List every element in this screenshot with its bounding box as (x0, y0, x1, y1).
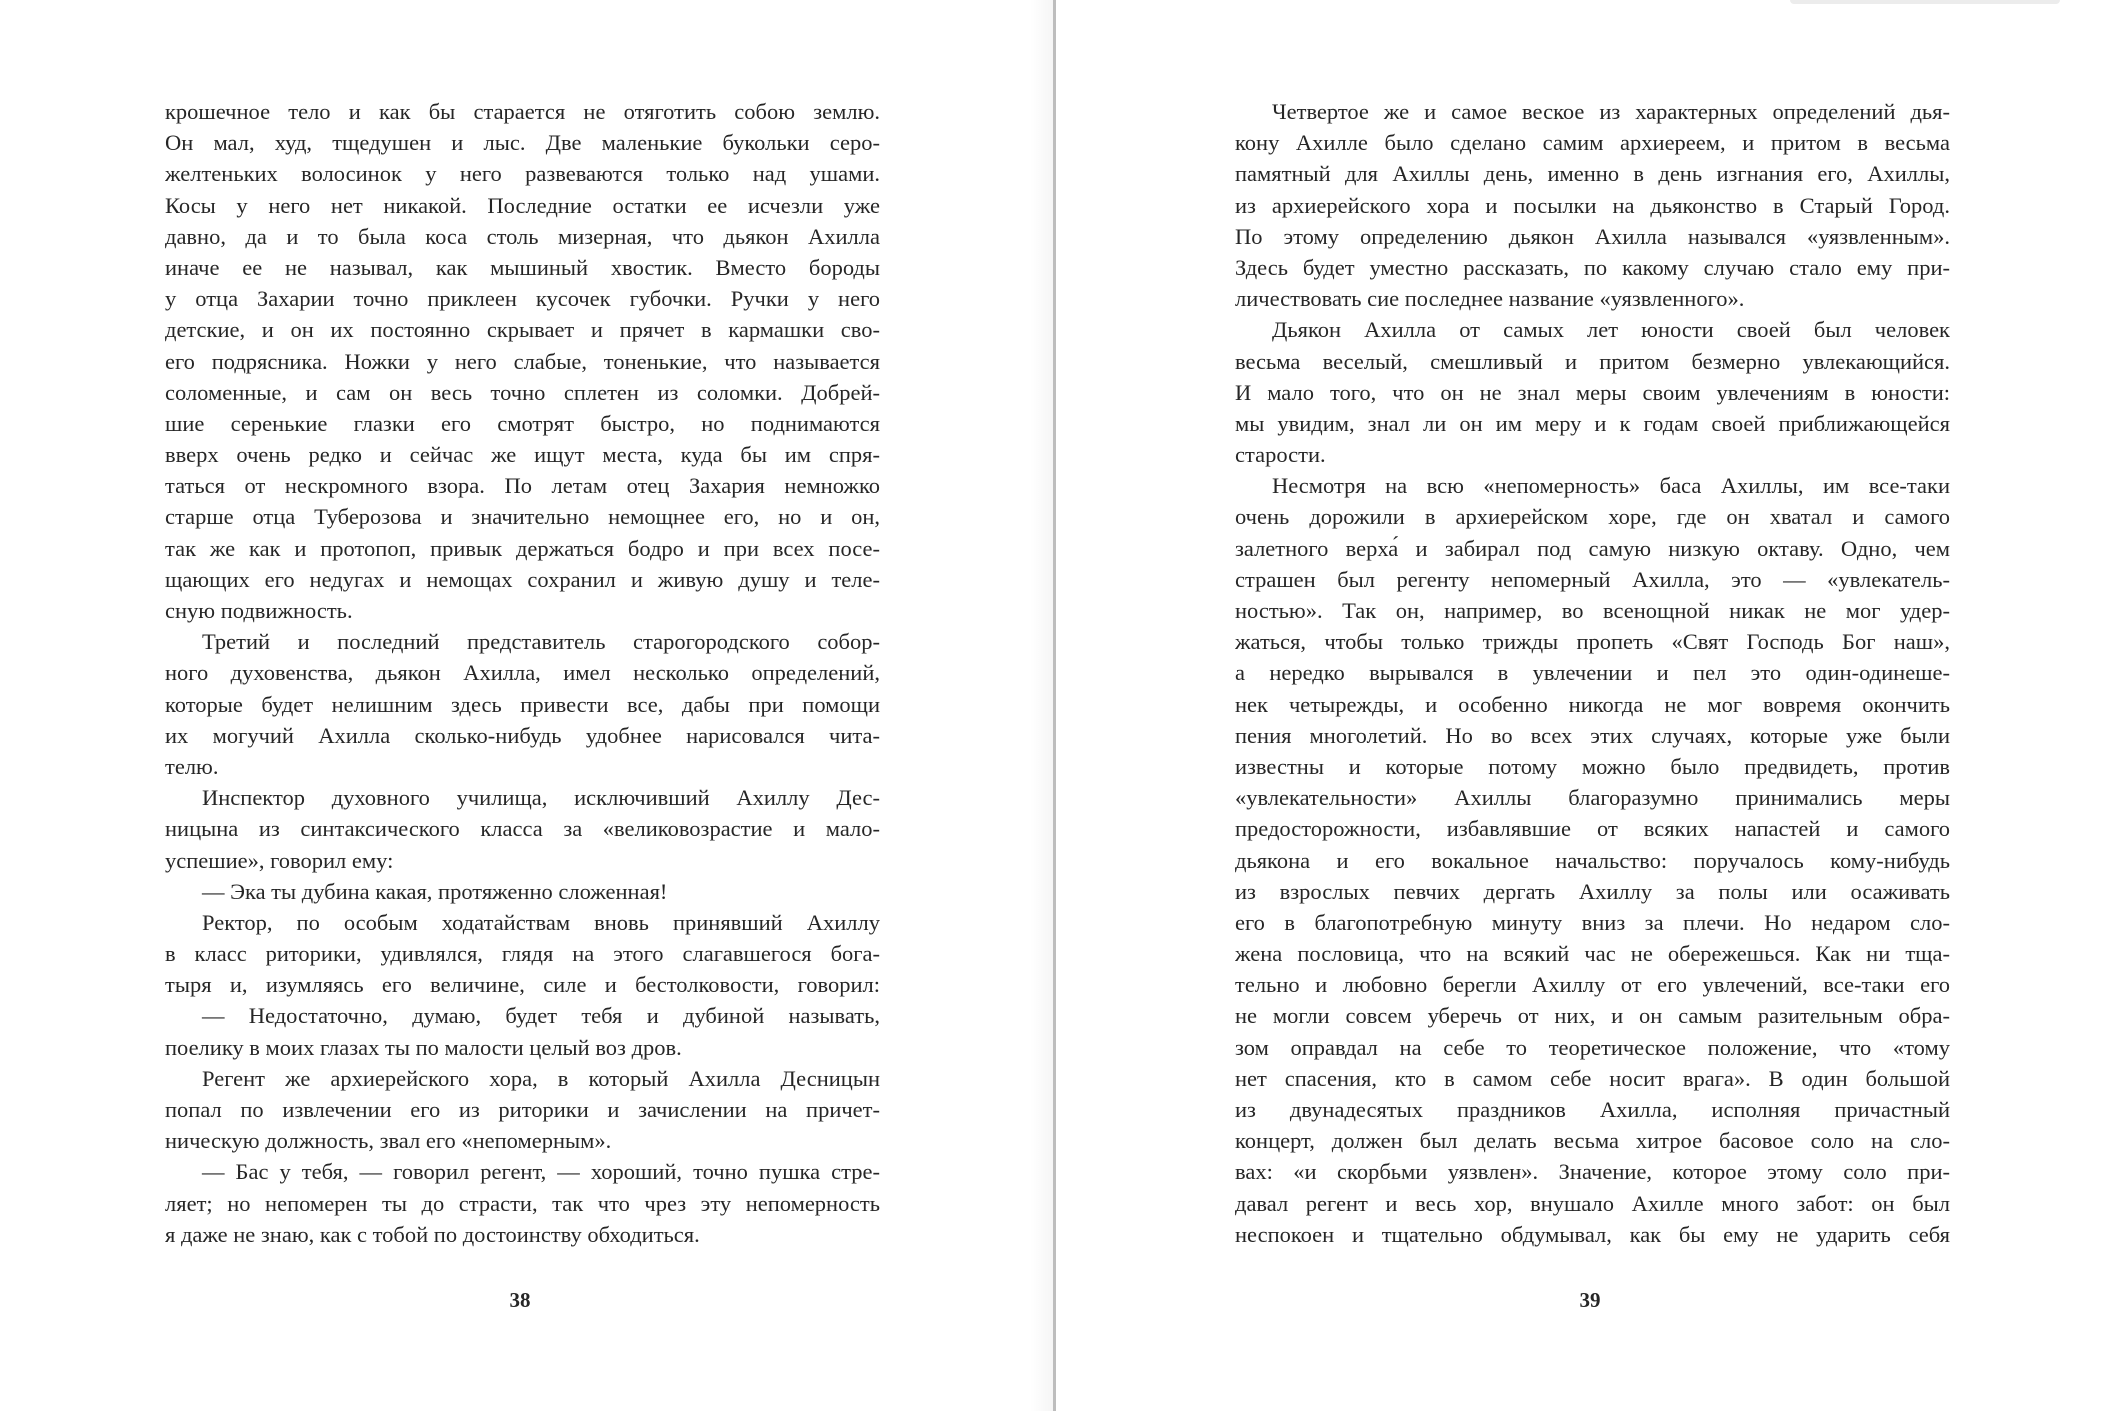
text-line: зом оправдал на себе то теоретическое положение, что «тому (1235, 1034, 1950, 1060)
text-line: из архиерейского хора и посылки на дьяконство в Старый Город. (1235, 192, 1950, 218)
text-line: страшен был регенту непомерный Ахилла, это — «увлекатель- (1235, 566, 1950, 592)
right-page-number: 39 (1579, 1288, 1601, 1312)
gutter-shadow (1030, 0, 1053, 1411)
left-page-number: 38 (509, 1288, 531, 1312)
text-line: кону Ахилле было сделано самим архиереем, и притом в весьма (1235, 130, 1950, 156)
text-line: очень дорожили в архиерейском хоре, где он хватал и самого (1235, 504, 1950, 530)
text-line: — Недостаточно, думаю, будет тебя и дубиной называть, (202, 1003, 880, 1029)
right-page-text (1235, 96, 1950, 1250)
text-line: которые будет нелишним здесь привести все, дабы при помощи (165, 691, 880, 717)
text-line: старше отца Туберозова и значительно немощнее его, но и он, (165, 504, 880, 530)
text-line: так же как и протопоп, привык держаться бодро и при всех посе- (165, 535, 880, 561)
text-line: дьякона и его вокальное начальство: поручалось кому-нибудь (1235, 847, 1950, 873)
text-line: предосторожности, избавлявшие от всяких напастей и самого (1235, 816, 1950, 842)
text-line: их могучий Ахилла сколько-нибудь удобнее нарисовался чита- (165, 722, 880, 748)
text-line: жена пословица, что на всякий час не обережешься. Как ни тща- (1235, 941, 1950, 967)
text-line: ническую должность, звал его «непомерным». (165, 1128, 612, 1154)
book-gutter (1053, 0, 1056, 1411)
text-line: вверх очень редко и сейчас же ищут места, куда бы им спря- (165, 442, 880, 468)
text-line: Инспектор духовного училища, исключивший Ахиллу Дес- (202, 785, 880, 811)
text-line: памятный для Ахиллы день, именно в день изгнания его, Ахиллы, (1235, 161, 1950, 187)
text-line: пения многолетий. Но во всех этих случаях, которые уже были (1235, 722, 1950, 748)
text-line: Регент же архиерейского хора, в который Ахилла Десницын (202, 1065, 880, 1091)
text-line: ностью». Так он, например, во всенощной никак не мог удер- (1235, 598, 1950, 623)
left-page-text (165, 96, 880, 1250)
text-line: иначе ее не называл, как мышиный хвостик. Вместо бороды (165, 254, 880, 280)
text-line: Третий и последний представитель старогородского собор- (202, 629, 880, 655)
text-line: давно, да и то была коса столь мизерная, что дьякон Ахилла (165, 223, 880, 249)
text-line: ного духовенства, дьякон Ахилла, имел несколько определений, (165, 660, 880, 686)
text-line: из двунадесятых праздников Ахилла, исполняя причастный (1235, 1097, 1950, 1122)
text-line: успешие», говорил ему: (165, 847, 394, 873)
text-line: в класс риторики, удивлялся, глядя на этого слагавшегося бога- (165, 941, 880, 967)
text-line: ницына из синтаксического класса за «великовозрастие и мало- (165, 816, 880, 842)
text-line: из взрослых певчих дергать Ахиллу за полы или осаживать (1235, 878, 1950, 904)
text-line: жаться, чтобы только трижды пропеть «Свят Господь Бог наш», (1235, 629, 1950, 655)
text-line: концерт, должен был делать весьма хитрое басовое соло на сло- (1235, 1128, 1950, 1154)
text-line: — Эка ты дубина какая, протяженно сложенная! (202, 878, 668, 904)
text-line: я даже не знаю, как с тобой по достоинству обходиться. (165, 1221, 700, 1247)
text-line: тельно и любовно берегли Ахиллу от его увлечений, все-таки его (1235, 972, 1950, 998)
text-line: давал регент и весь хор, внушало Ахилле много забот: он был (1235, 1190, 1950, 1216)
text-line: По этому определению дьякон Ахилла назывался «уязвленным». (1235, 223, 1950, 249)
text-line: нет спасения, кто в самом себе носит врага». В один большой (1235, 1065, 1950, 1091)
text-line: известны и которые потому можно было предвидеть, против (1235, 753, 1950, 779)
text-line: нек четырежды, и особенно никогда не мог вовремя окончить (1235, 691, 1950, 717)
text-line: поелику в моих глазах ты по малости целый воз дров. (165, 1034, 682, 1060)
text-line: весьма веселый, смешливый и притом безмерно увлекающийся. (1235, 348, 1950, 374)
text-line: старости. (1235, 442, 1326, 468)
page-corner-tab (1790, 0, 2060, 4)
text-line: неспокоен и тщательно обдумывал, как бы ему не ударить себя (1235, 1221, 1950, 1247)
text-line: детские, и он их постоянно скрывает и прячет в кармашки сво- (165, 317, 880, 343)
text-line: Косы у него нет никакой. Последние остатки ее исчезли уже (165, 192, 880, 218)
text-line: Четвертое же и самое веское из характерных определений дья- (1272, 99, 1950, 124)
text-line: попал по извлечении его из риторики и зачислении на причет- (165, 1097, 880, 1122)
text-line: сную подвижность. (165, 598, 353, 623)
text-line: у отца Захарии точно приклеен кусочек губочки. Ручки у него (165, 286, 880, 312)
text-line: не могли совсем уберечь от них, и он самым разительным обра- (1235, 1003, 1950, 1029)
text-line: его подрясника. Ножки у него слабые, тоненькие, что называется (165, 348, 880, 374)
text-line: крошечное тело и как бы старается не отяготить собою землю. (165, 99, 880, 124)
text-line: личествовать сие последнее название «уязвленного». (1235, 286, 1745, 312)
text-line: ляет; но непомерен ты до страсти, так что чрез эту непомерность (165, 1190, 880, 1216)
text-line: таться от нескромного взора. По летам отец Захария немножко (165, 473, 880, 499)
text-line: — Бас у тебя, — говорил регент, — хороший, точно пушка стре- (202, 1159, 880, 1185)
text-line: шие серенькие глазки его смотрят быстро, но поднимаются (165, 410, 880, 436)
text-line: мы увидим, знал ли он им меру и к годам своей приближающейся (1235, 410, 1950, 436)
text-line: а нередко вырывался в увлечении и пел это один-одинешe- (1235, 660, 1950, 686)
text-line: Здесь будет уместно рассказать, по какому случаю стало ему при- (1235, 254, 1950, 280)
text-line: его в благопотребную минуту вниз за плечи. Но недаром сло- (1235, 909, 1950, 935)
text-line: Дьякон Ахилла от самых лет юности своей был человек (1272, 317, 1950, 343)
text-line: Он мал, худ, тщедушен и лыс. Две маленькие букольки серо- (165, 130, 880, 156)
text-line: вах: «и скорбьми уязвлен». Значение, которое этому соло при- (1235, 1159, 1950, 1185)
text-line: щающих его недугах и немощах сохранил и живую душу и теле- (165, 566, 880, 592)
text-line: Несмотря на всю «непомерность» баса Ахиллы, им все-таки (1272, 473, 1950, 499)
text-line: телю. (165, 753, 219, 779)
text-line: залетного верха́ и забирал под самую низкую октаву. Одно, чем (1235, 535, 1950, 561)
text-line: желтеньких волосинок у него развеваются только над ушами. (165, 161, 880, 187)
text-line: Ректор, по особым ходатайствам вновь принявший Ахиллу (202, 909, 880, 935)
text-line: тыря и, изумляясь его величине, силе и бестолковости, говорил: (165, 972, 880, 998)
text-line: И мало того, что он не знал меры своим увлечениям в юности: (1235, 379, 1950, 405)
text-line: «увлекательности» Ахиллы благоразумно принимались меры (1235, 785, 1950, 811)
text-line: соломенные, и сам он весь точно сплетен из соломки. Добрей- (165, 379, 880, 405)
